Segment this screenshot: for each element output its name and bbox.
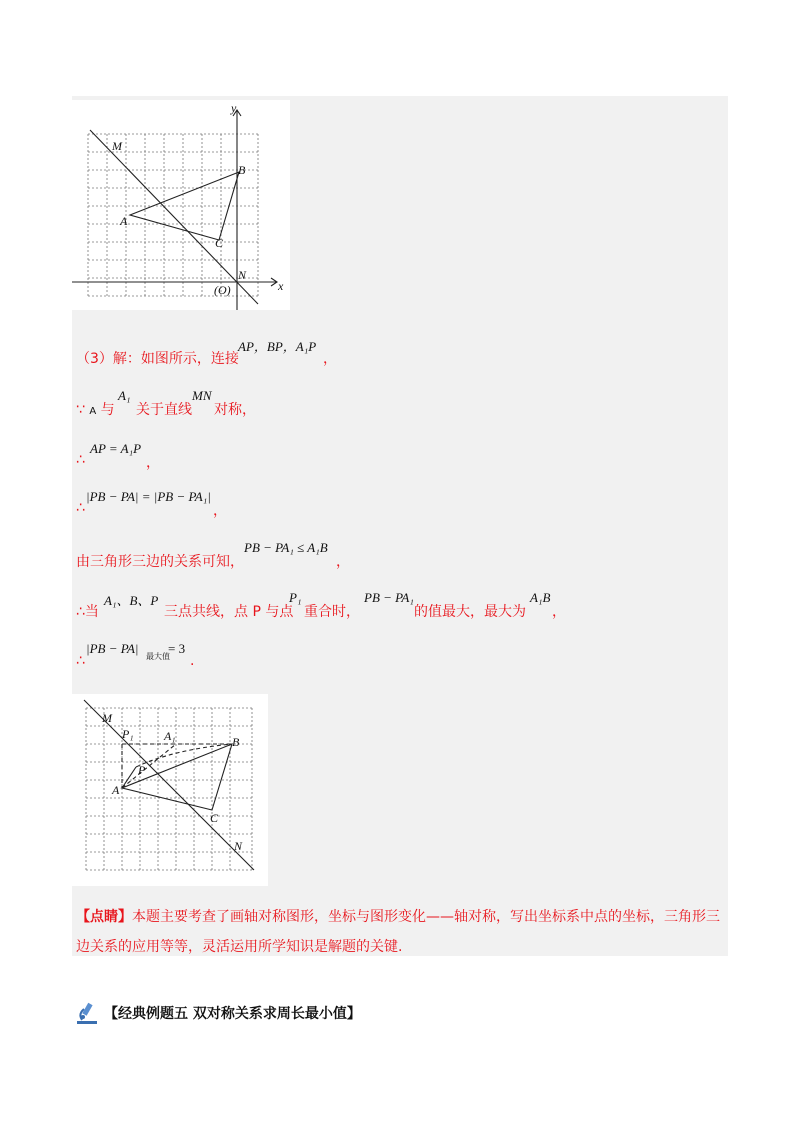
solution-line-3 — [76, 452, 85, 468]
label-P1: P₁ — [122, 727, 134, 741]
figure2-svg — [72, 694, 268, 886]
solution-line-2 — [76, 399, 115, 419]
figure1-svg — [72, 100, 290, 310]
microscope-icon — [74, 1000, 100, 1026]
label-A: A — [120, 214, 128, 228]
math-eq2: |PB − PA| = |PB − PA₁| — [86, 489, 211, 504]
solution-line-7 — [76, 653, 85, 669]
solution-text: 与 — [100, 402, 115, 418]
label-M: M — [112, 139, 122, 153]
math-A1: A₁ — [118, 388, 131, 403]
because-symbol: ∵ — [76, 402, 85, 418]
punct: ， — [336, 554, 350, 570]
solution-text: （3）解：如图所示，连接 — [76, 351, 239, 367]
therefore-symbol: ∴ — [76, 653, 85, 669]
solution-line-6 — [76, 601, 99, 621]
example-heading — [74, 1000, 361, 1026]
math-diff: PB − PA₁ — [364, 590, 414, 605]
solution-text: ∴当 — [76, 604, 99, 620]
solution-text: 的值最大，最大为 — [414, 604, 526, 620]
solution-text: 对称， — [214, 402, 256, 418]
math-ineq: PB − PA₁ ≤ A₁B — [244, 540, 328, 555]
label-A1: A₁ — [164, 729, 176, 743]
label-N: N — [234, 839, 243, 853]
label-N: N — [238, 268, 247, 282]
math-MN: MN — [192, 388, 212, 403]
solution-text: 三点共线，点 P 与点 — [164, 604, 294, 620]
label-x: x — [278, 279, 284, 293]
label-P: P — [138, 763, 146, 777]
note-text: 本题主要考查了画轴对称图形，坐标与图形变化——轴对称，写出坐标系中点的坐标，三角形三边关系的应用等等，灵活运用所学知识是解题的关键. — [76, 909, 720, 955]
key-point-note — [76, 902, 726, 962]
punct: ， — [146, 455, 160, 471]
punct: ， — [213, 503, 227, 519]
punct: ， — [323, 351, 337, 367]
heading-text: 【经典例题五 双对称关系求周长最小值】 — [104, 1006, 361, 1022]
label-M: M — [102, 711, 112, 725]
math-eq1: AP = A₁P — [90, 441, 142, 456]
solution-text: 关于直线 — [136, 402, 192, 418]
label-y: y — [231, 101, 237, 115]
punct: ， — [552, 604, 566, 620]
therefore-symbol: ∴ — [76, 452, 85, 468]
solution-line-5 — [76, 551, 244, 571]
math-abs: |PB − PA| — [86, 641, 139, 656]
math-A1B: A₁B — [530, 590, 551, 605]
solution-line-1 — [76, 348, 239, 368]
label-A: A — [112, 783, 120, 797]
solution-line-4 — [76, 500, 85, 516]
label-B: B — [232, 735, 240, 749]
figure-symmetry-grid — [72, 694, 268, 886]
punct: . — [190, 653, 195, 669]
math-value: = 3 — [168, 641, 186, 656]
math-subscript-max: 最大值 — [146, 652, 170, 661]
label-C: C — [210, 811, 219, 825]
figure-coordinate-grid — [72, 100, 290, 310]
math-A: A — [89, 406, 97, 417]
label-B: B — [238, 163, 246, 177]
therefore-symbol: ∴ — [76, 500, 85, 516]
math-P1: P₁ — [289, 590, 302, 605]
note-title: 【点睛】 — [76, 909, 132, 925]
label-C: C — [215, 236, 224, 250]
solution-text: 重合时， — [304, 604, 360, 620]
math-points: A₁、B、P — [104, 593, 159, 608]
solution-text: 由三角形三边的关系可知， — [76, 554, 244, 570]
label-O: (O) — [214, 283, 231, 297]
math-connect: AP，BP，A₁P — [238, 339, 317, 354]
